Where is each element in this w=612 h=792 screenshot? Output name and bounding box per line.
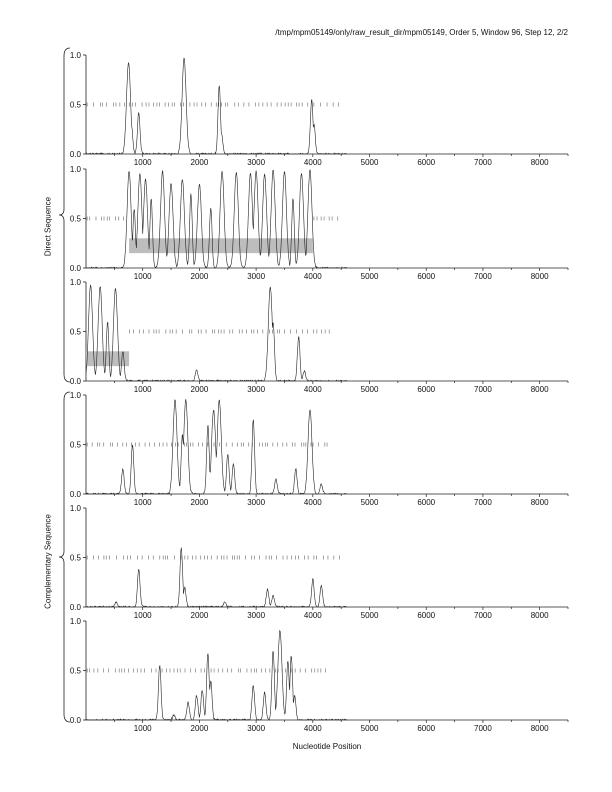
- y-tick-label: 0.5: [69, 553, 81, 563]
- y-tick-label: 0.0: [69, 150, 81, 159]
- x-tick-label: 8000: [530, 158, 549, 167]
- panel-5: [70, 504, 568, 620]
- y-tick-label: 0.0: [69, 716, 81, 725]
- y-tick-label: 0.5: [69, 666, 81, 676]
- x-tick-label: 3000: [247, 272, 266, 281]
- y-tick-label: 1.0: [69, 617, 81, 626]
- x-tick-label: 5000: [360, 385, 379, 394]
- y-tick-label: 1.0: [69, 391, 81, 400]
- x-tick-label: 1000: [133, 724, 152, 733]
- x-tick-label: 7000: [474, 498, 492, 507]
- x-tick-label: 4000: [303, 724, 322, 733]
- x-tick-label: 5000: [360, 724, 379, 733]
- panel-4: [70, 391, 568, 507]
- shaded-region-bar: [86, 351, 129, 366]
- x-tick-label: 7000: [474, 385, 492, 394]
- x-tick-label: 1000: [133, 272, 152, 281]
- x-tick-label: 2000: [190, 498, 209, 507]
- x-tick-label: 6000: [417, 272, 436, 281]
- y-tick-label: 1.0: [69, 165, 81, 174]
- x-tick-label: 3000: [247, 385, 266, 394]
- x-tick-label: 8000: [530, 611, 549, 620]
- x-tick-label: 2000: [190, 611, 209, 620]
- x-tick-label: 2000: [190, 385, 209, 394]
- x-tick-label: 6000: [417, 498, 436, 507]
- x-tick-label: 4000: [303, 158, 322, 167]
- x-axis-title: Nucleotide Position: [292, 742, 362, 751]
- y-tick-label: 0.5: [69, 214, 81, 224]
- y-tick-label: 0.5: [69, 100, 81, 110]
- x-tick-label: 6000: [417, 158, 436, 167]
- x-tick-label: 8000: [530, 498, 549, 507]
- y-tick-label: 1.0: [69, 51, 81, 60]
- y-tick-label: 0.5: [69, 327, 81, 337]
- x-tick-label: 4000: [303, 611, 322, 620]
- panel-6: [70, 617, 568, 733]
- y-tick-label: 0.0: [69, 377, 81, 386]
- y-tick-label: 1.0: [69, 504, 81, 513]
- y-tick-label: 1.0: [69, 278, 81, 287]
- complementary-sequence-label: Complementary Sequence: [43, 514, 53, 609]
- x-tick-label: 3000: [247, 611, 266, 620]
- x-tick-label: 8000: [530, 385, 549, 394]
- signal-curve: [86, 170, 347, 268]
- y-tick-label: 0.0: [69, 264, 81, 273]
- x-tick-label: 7000: [474, 272, 492, 281]
- panel-1: [70, 51, 568, 167]
- x-tick-label: 5000: [360, 272, 379, 281]
- x-tick-label: 4000: [303, 385, 322, 394]
- y-tick-label: 0.0: [69, 603, 81, 612]
- panel-2: [70, 165, 568, 281]
- signal-curve: [86, 631, 347, 720]
- x-tick-label: 3000: [247, 158, 266, 167]
- x-tick-label: 8000: [530, 272, 549, 281]
- x-tick-label: 4000: [303, 498, 322, 507]
- x-tick-label: 1000: [133, 158, 152, 167]
- signal-curve: [86, 548, 347, 607]
- x-tick-label: 7000: [474, 724, 492, 733]
- x-tick-label: 1000: [133, 385, 152, 394]
- panel-3: [70, 278, 568, 394]
- x-tick-label: 5000: [360, 158, 379, 167]
- x-tick-label: 1000: [133, 498, 152, 507]
- x-tick-label: 2000: [190, 158, 209, 167]
- x-tick-label: 4000: [303, 272, 322, 281]
- direct-sequence-bracket: [59, 48, 70, 382]
- x-tick-label: 6000: [417, 724, 436, 733]
- y-tick-label: 0.5: [69, 440, 81, 450]
- x-tick-label: 7000: [474, 158, 492, 167]
- x-tick-label: 2000: [190, 272, 209, 281]
- signal-curve: [86, 399, 347, 494]
- x-tick-label: 1000: [133, 611, 152, 620]
- complementary-sequence-bracket: [59, 392, 70, 722]
- x-tick-label: 2000: [190, 724, 209, 733]
- x-tick-label: 5000: [360, 611, 379, 620]
- x-tick-label: 5000: [360, 498, 379, 507]
- x-tick-label: 6000: [417, 385, 436, 394]
- y-tick-label: 0.0: [69, 490, 81, 499]
- x-tick-label: 8000: [530, 724, 549, 733]
- x-tick-label: 7000: [474, 611, 492, 620]
- x-tick-label: 6000: [417, 611, 436, 620]
- direct-sequence-label: Direct Sequence: [43, 196, 53, 257]
- x-tick-label: 3000: [247, 498, 266, 507]
- x-tick-label: 3000: [247, 724, 266, 733]
- shaded-region-bar: [129, 238, 313, 253]
- plot-path-title: /tmp/mpm05149/only/raw_result_dir/mpm05149, Order 5, Window 96, Step 12, 2/2: [275, 28, 568, 37]
